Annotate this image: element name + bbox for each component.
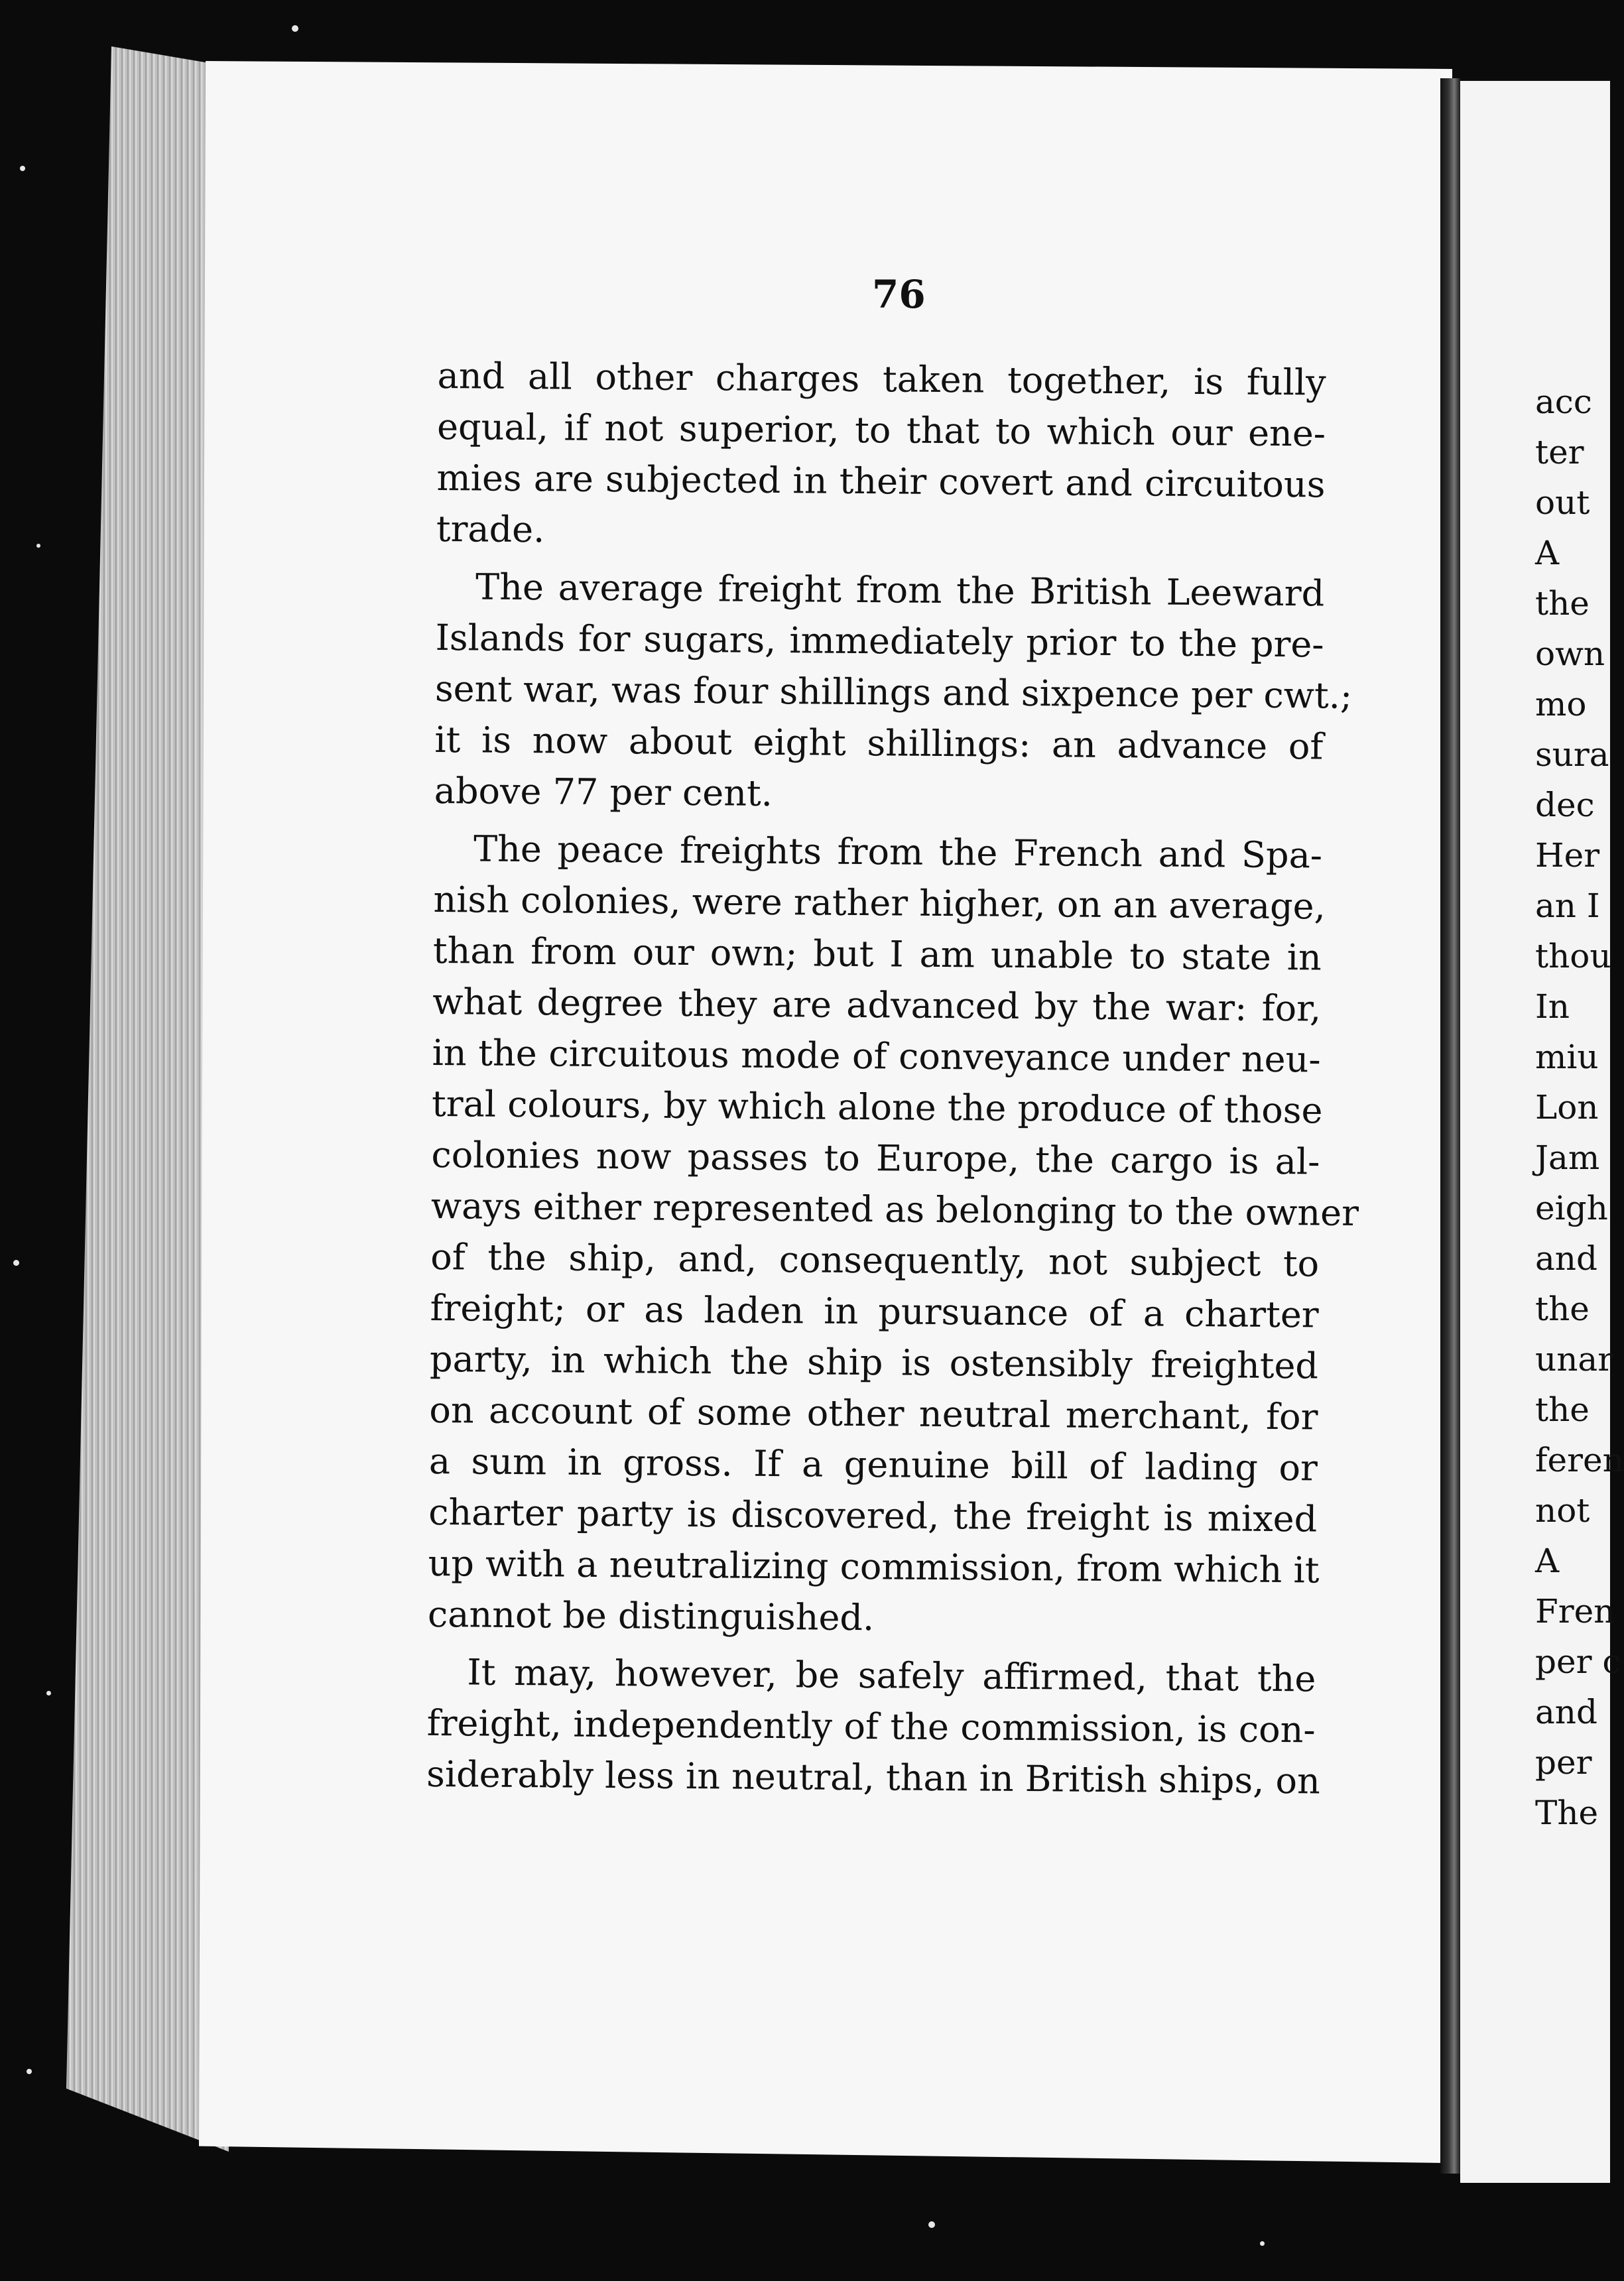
text-line: cannot be distinguished. — [427, 1593, 875, 1639]
text-line: party, in which the ship is ostensibly freighted — [429, 1337, 1319, 1387]
text-line: what degree they are advanced by the war: for, — [432, 980, 1322, 1030]
text-line: mies are subjected in their covert and circuitous — [436, 456, 1326, 506]
dust-speck — [46, 1691, 51, 1695]
text-line: and all other charges taken together, is fully — [437, 354, 1326, 404]
facing-fragment: miu — [1535, 1038, 1599, 1076]
facing-fragment: out — [1535, 483, 1590, 522]
page-body-text — [426, 350, 1359, 1813]
text-line: a sum in gross. If a genuine bill of lading or — [428, 1440, 1318, 1489]
facing-fragment: Jam — [1535, 1139, 1600, 1177]
facing-fragment: the — [1535, 584, 1590, 623]
dust-speck — [27, 2069, 32, 2074]
facing-fragment: sura — [1535, 735, 1609, 774]
dust-speck — [13, 1260, 19, 1266]
dust-speck — [1260, 2241, 1265, 2246]
text-line: on account of some other neutral merchant, for — [429, 1388, 1318, 1438]
text-line: colonies now passes to Europe, the cargo is al- — [431, 1133, 1320, 1183]
paragraph — [427, 823, 1359, 1646]
facing-fragment: own — [1535, 635, 1605, 673]
text-line: nish colonies, were rather higher, on an average, — [433, 878, 1326, 928]
facing-fragment: and — [1535, 1693, 1598, 1731]
facing-fragment: A — [1535, 534, 1560, 572]
text-line: it is now about eight shillings: an advance of — [434, 718, 1324, 768]
text-line: It may, however, be safely affirmed, that the — [467, 1651, 1316, 1700]
facing-fragment: Lon — [1535, 1088, 1599, 1127]
text-line: charter party is discovered, the freight is mixed — [428, 1491, 1318, 1540]
text-line: of the ship, and, consequently, not subject to — [430, 1235, 1320, 1285]
facing-fragment: ter — [1535, 433, 1584, 471]
facing-fragment: feren — [1535, 1441, 1624, 1479]
facing-fragment: mo — [1535, 685, 1587, 723]
text-line: freight; or as laden in pursuance of a charter — [430, 1286, 1319, 1336]
paragraph — [426, 1646, 1321, 1807]
facing-fragment: thou — [1535, 937, 1611, 975]
facing-fragment: an I — [1535, 887, 1600, 925]
facing-fragment: Fren — [1535, 1592, 1615, 1631]
text-line: in the circuitous mode of conveyance under neu- — [432, 1031, 1321, 1081]
facing-fragment: and — [1535, 1239, 1598, 1278]
paragraph — [436, 350, 1326, 562]
book-gutter — [1440, 78, 1460, 2174]
text-line: The average freight from the British Leeward — [475, 566, 1325, 615]
text-line: siderably less in neutral, than in British ships, on — [426, 1753, 1321, 1802]
text-line: The peace freights from the French and Spa- — [473, 828, 1323, 877]
text-line: up with a neutralizing commission, from which it — [428, 1542, 1320, 1591]
text-line: above 77 per cent. — [434, 769, 773, 814]
facing-fragment: A — [1535, 1542, 1560, 1580]
facing-fragment: not — [1535, 1491, 1590, 1530]
facing-page-text — [1535, 377, 1624, 1838]
facing-fragment: the — [1535, 1390, 1590, 1429]
dust-speck — [292, 25, 298, 32]
text-line: Islands for sugars, immediately prior to the pre- — [435, 616, 1324, 666]
text-line: ways either represented as belonging to the owner — [430, 1184, 1359, 1234]
text-line: sent war, was four shillings and sixpence per cwt.; — [434, 667, 1353, 717]
text-line: trade. — [436, 507, 545, 551]
facing-fragment: The — [1535, 1794, 1599, 1832]
dust-speck — [20, 166, 25, 171]
page-number: 76 — [872, 272, 926, 317]
text-line: tral colours, by which alone the produce of those — [431, 1082, 1323, 1132]
facing-fragment: dec — [1535, 786, 1595, 824]
facing-fragment: per — [1535, 1743, 1592, 1782]
text-line: than from our own; but I am unable to state in — [432, 929, 1322, 979]
facing-fragment: In — [1535, 987, 1570, 1026]
facing-fragment: per c — [1535, 1642, 1621, 1681]
text-line: equal, if not superior, to that to which our ene- — [436, 405, 1326, 455]
facing-fragment: Her — [1535, 836, 1600, 875]
facing-fragment: the — [1535, 1290, 1590, 1328]
paragraph — [434, 561, 1353, 824]
text-line: freight, independently of the commission, is con- — [426, 1701, 1316, 1751]
dust-speck — [928, 2221, 935, 2228]
facing-fragment: eigh — [1535, 1189, 1608, 1227]
dust-speck — [36, 544, 40, 548]
facing-fragment: unar — [1535, 1340, 1614, 1379]
facing-fragment: acc — [1535, 383, 1592, 421]
